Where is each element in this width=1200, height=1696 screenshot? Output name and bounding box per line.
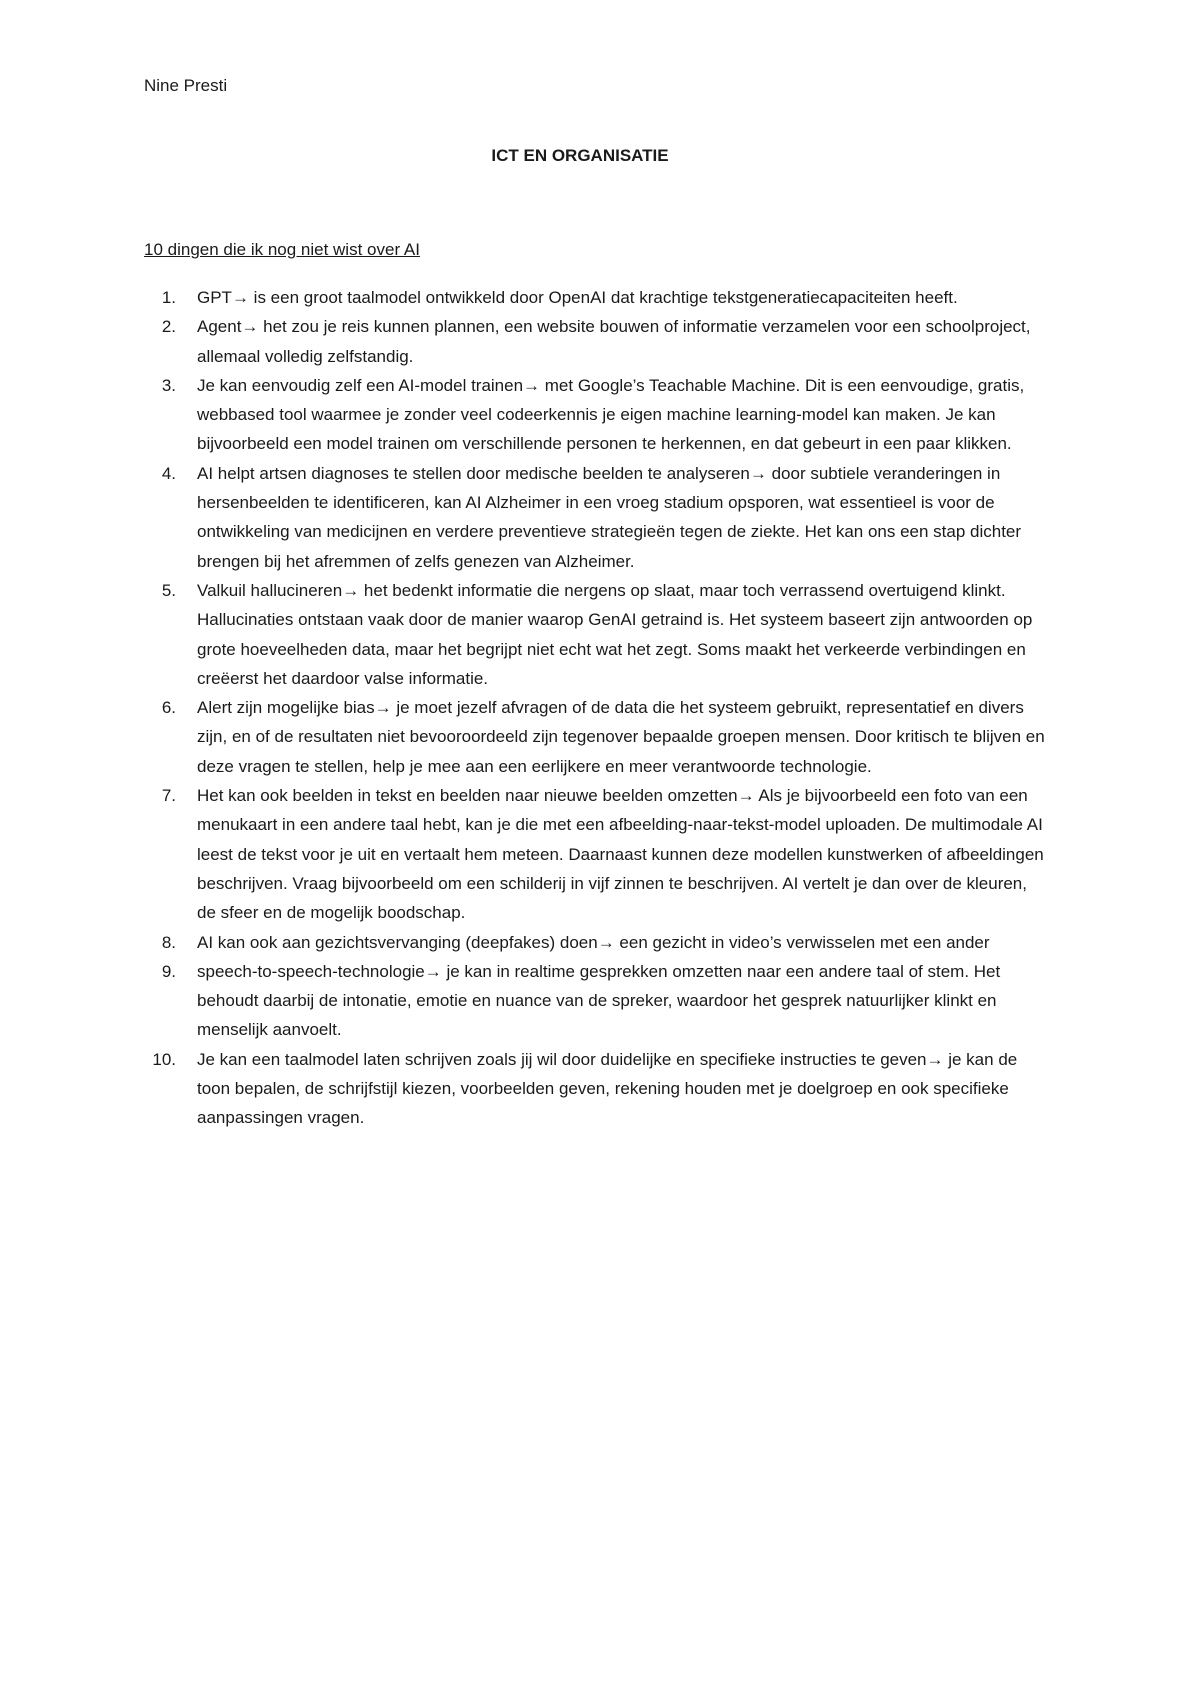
list-number: 7. (161, 786, 176, 806)
list-text: speech-to-speech-technologie→ je kan in realtime gesprekken omzetten naar een andere taal of stem. Het behoudt daarbij de intonatie, emotie en nuance van de spreker, waardoor het gesprek natuurlijker klinkt en menselijk aanvoelt. (197, 961, 1001, 1040)
list-text: Je kan eenvoudig zelf een AI-model trainen→ met Google’s Teachable Machine. Dit is een eenvoudige, gratis, webbased tool waarmee je zonder veel codeerkennis je eigen machine learning-model kan maken. Je kan bijvoorbeeld een model trainen om verschillende personen te herkennen, en dat gebeurt in een paar klikken. (197, 375, 1025, 454)
list-number: 4. (161, 463, 176, 483)
document-title: ICT EN ORGANISATIE (491, 146, 669, 165)
list-number: 10. (152, 1049, 176, 1069)
list-item (0, 928, 1200, 957)
list-item (0, 693, 1200, 781)
list-item (0, 781, 1200, 927)
list-number: 2. (161, 317, 176, 337)
author-name: Nine Presti (144, 76, 228, 95)
list-number: 3. (161, 375, 176, 395)
list-text: Alert zijn mogelijke bias→ je moet jezelf afvragen of de data die het systeem gebruikt, representatief en divers zijn, en of de resultaten niet bevooroordeeld zijn tegenover bepaalde groepen mensen. Door kritisch te blijven en deze vragen te stellen, help je mee aan een eerlijkere en meer verantwoorde technologie. (197, 698, 1045, 776)
list-number: 5. (161, 580, 176, 600)
list-item (0, 1045, 1200, 1133)
list-item (0, 371, 1200, 459)
list-text: Je kan een taalmodel laten schrijven zoals jij wil door duidelijke en specifieke instructies te geven→ je kan de toon bepalen, de schrijfstijl kiezen, voorbeelden geven, rekening houden met je doelgroep en ook specifieke aanpassingen vragen. (197, 1049, 1018, 1128)
list-text: AI kan ook aan gezichtsvervanging (deepfakes) doen→ een gezicht in video’s verwisselen met een ander (197, 932, 990, 952)
list-item (0, 312, 1200, 371)
list-text: Valkuil hallucineren→ het bedenkt informatie die nergens op slaat, maar toch verrassend overtuigend klinkt. Hallucinaties ontstaan vaak door de manier waarop GenAI getraind is. Het systeem baseert zijn antwoorden op grote hoeveelheden data, maar het begrijpt niet echt wat het zegt. Soms maakt het verkeerde verbindingen en creëerst het daardoor valse informatie. (197, 580, 1033, 688)
list-number: 6. (161, 698, 176, 718)
list-item (0, 283, 1200, 312)
list-text: GPT→ is een groot taalmodel ontwikkeld door OpenAI dat krachtige tekstgeneratiecapaciteiten heeft. (197, 288, 958, 307)
list-number: 8. (161, 932, 176, 952)
list-number: 9. (161, 961, 176, 981)
numbered-list (0, 283, 1200, 1133)
list-text: Agent→ het zou je reis kunnen plannen, een website bouwen of informatie verzamelen voor een schoolproject, allemaal volledig zelfstandig. (197, 317, 1031, 366)
list-text: Het kan ook beelden in tekst en beelden naar nieuwe beelden omzetten→ Als je bijvoorbeeld een foto van een menukaart in een andere taal hebt, kan je die met een afbeelding-naar-tekst-model uploaden. De multimodale AI leest de tekst voor je uit en vertaalt hem meteen. Daarnaast kunnen deze modellen kunstwerken of afbeeldingen beschrijven. Vraag bijvoorbeeld om een schilderij in vijf zinnen te beschrijven. AI vertelt je dan over de kleuren, de sfeer en de mogelijk boodschap. (197, 786, 1044, 923)
list-item (0, 459, 1200, 576)
list-item (0, 957, 1200, 1045)
list-number: 1. (161, 288, 176, 307)
list-text: AI helpt artsen diagnoses te stellen door medische beelden te analyseren→ door subtiele veranderingen in hersenbeelden te identificeren, kan AI Alzheimer in een vroeg stadium opsporen, wat essentieel is voor de ontwikkeling van medicijnen en verdere preventieve strategieën tegen de ziekte. Het kan ons een stap dichter brengen bij het afremmen of zelfs genezen van Alzheimer. (197, 463, 1022, 571)
section-heading: 10 dingen die ik nog niet wist over AI (144, 240, 420, 259)
list-item (0, 576, 1200, 693)
